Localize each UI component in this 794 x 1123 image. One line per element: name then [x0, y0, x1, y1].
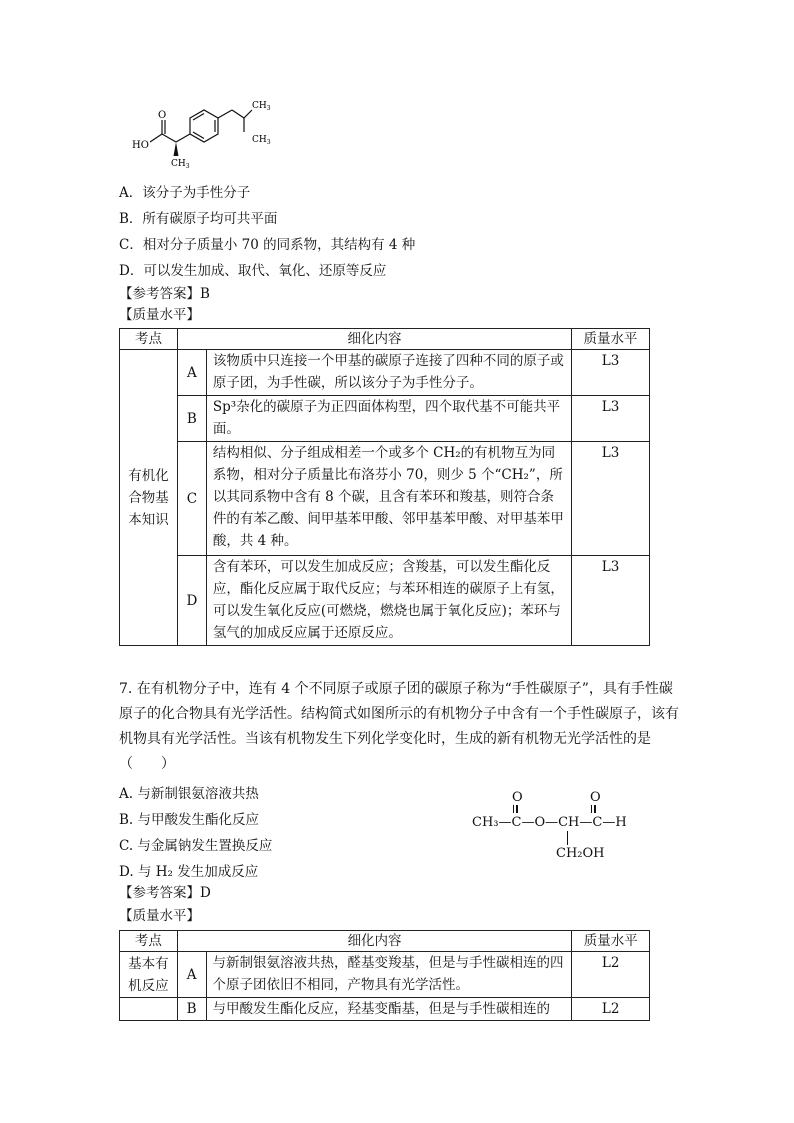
q7-option-a: A. 与新制银氨溶液共热 — [119, 786, 259, 802]
option-cell: C — [177, 442, 206, 556]
header-content: 细化内容 — [177, 329, 571, 350]
option-cell: B — [177, 998, 206, 1021]
level-cell: L2 — [572, 998, 650, 1021]
formula-hydroxymethyl: CH₂OH — [556, 846, 605, 861]
q7-structural-formula — [472, 790, 652, 870]
hydroxyl-label: HO — [132, 140, 149, 151]
single-bond-down — [567, 831, 569, 845]
table-row — [120, 396, 650, 442]
formula-main-chain: CH₃—C—O—CH—C—H — [472, 815, 627, 830]
q7-answer: 【参考答案】D — [119, 885, 211, 901]
level-cell: L3 — [572, 442, 650, 556]
q6-quality-table — [119, 328, 650, 646]
table-row — [120, 350, 650, 396]
q7-quality-table — [119, 930, 650, 1021]
q7-option-b: B. 与甲酸发生酯化反应 — [119, 812, 260, 828]
double-bond-2 — [591, 805, 593, 813]
q6-quality-heading: 【质量水平】 — [119, 307, 200, 323]
q6-option-a: A．该分子为手性分子 — [119, 185, 251, 201]
methyl-label-a: $CH_3$ — [171, 159, 190, 170]
methyl-label-c: $CH_3$ — [252, 135, 271, 146]
content-cell: 与新制银氨溶液共热，醛基变羧基，但是与手性碳相连的四个原子团依旧不相同，产物具有光学活性。 — [206, 952, 572, 998]
table-row — [120, 952, 650, 998]
option-cell: A — [177, 350, 206, 396]
header-level: 质量水平 — [572, 329, 650, 350]
content-cell: Sp³杂化的碳原子为正四面体构型，四个取代基不可能共平面。 — [206, 396, 571, 442]
option-cell: B — [177, 396, 206, 442]
q7-quality-heading: 【质量水平】 — [119, 908, 200, 924]
q6-option-b: B．所有碳原子均可共平面 — [119, 211, 278, 227]
header-topic: 考点 — [120, 931, 178, 952]
content-cell: 该物质中只连接一个甲基的碳原子连接了四种不同的原子或原子团，为手性碳，所以该分子为手性分子。 — [206, 350, 571, 396]
level-cell: L3 — [572, 556, 650, 646]
header-content: 细化内容 — [177, 931, 572, 952]
q6-answer: 【参考答案】B — [119, 286, 210, 302]
oxygen-label: O — [158, 110, 167, 121]
content-cell: 含有苯环，可以发生加成反应；含羧基，可以发生酯化反应，酯化反应属于取代反应；与苯环相连的碳原子上有氢，可以发生氧化反应(可燃烧，燃烧也属于氧化反应)；苯环与氢气的加成反应属于还原反应。 — [206, 556, 571, 646]
level-cell: L2 — [572, 952, 650, 998]
level-cell: L3 — [572, 396, 650, 442]
table-header-row — [120, 931, 650, 952]
table-row — [120, 556, 650, 646]
q7-stem: 7. 在有机物分子中，连有 4 个不同原子或原子团的碳原子称为“手性碳原子”，具有手性碳原子的化合物具有光学活性。结构简式如图所示的有机物分子中含有一个手性碳原子，该有机物具有光学活性。当该有机物发生下列化学变化时，生成的新有机物无光学活性的是 （ ） — [119, 681, 679, 772]
q7-option-c: C. 与金属钠发生置换反应 — [119, 838, 273, 854]
q6-option-d: D．可以发生加成、取代、氧化、还原等反应 — [119, 263, 387, 279]
carbonyl-oxygen-1: O — [512, 790, 523, 805]
option-cell: D — [177, 556, 206, 646]
content-cell: 与甲酸发生酯化反应，羟基变酯基，但是与手性碳相连的 — [206, 998, 572, 1021]
content-cell: 结构相似、分子组成相差一个或多个 CH₂的有机物互为同系物，相对分子质量比布洛芬小 70，则少 5 个“CH₂”，所以其同系物中含有 8 个碳，且含有苯环和羧基，则符合条件的有苯乙酸、间甲基苯甲酸、邻甲基苯甲酸、对甲基苯甲酸，共 4 种。 — [206, 442, 571, 556]
table-row — [120, 998, 650, 1021]
ibuprofen-structure — [128, 98, 288, 178]
q7-option-d: D. 与 H₂ 发生加成反应 — [119, 864, 259, 880]
double-bond-1 — [513, 805, 515, 813]
q6-option-c: C．相对分子质量小 70 的同系物，其结构有 4 种 — [119, 237, 416, 253]
level-cell: L3 — [572, 350, 650, 396]
carbonyl-oxygen-2: O — [590, 790, 601, 805]
header-level: 质量水平 — [572, 931, 650, 952]
methyl-label-b: $CH_3$ — [252, 101, 271, 112]
header-topic: 考点 — [120, 329, 178, 350]
option-cell: A — [177, 952, 206, 998]
topic-cell-continued — [120, 998, 178, 1021]
topic-cell: 基本有机反应 — [120, 952, 178, 998]
topic-cell: 有机化合物基本知识 — [120, 350, 178, 646]
table-row — [120, 442, 650, 556]
table-header-row — [120, 329, 650, 350]
